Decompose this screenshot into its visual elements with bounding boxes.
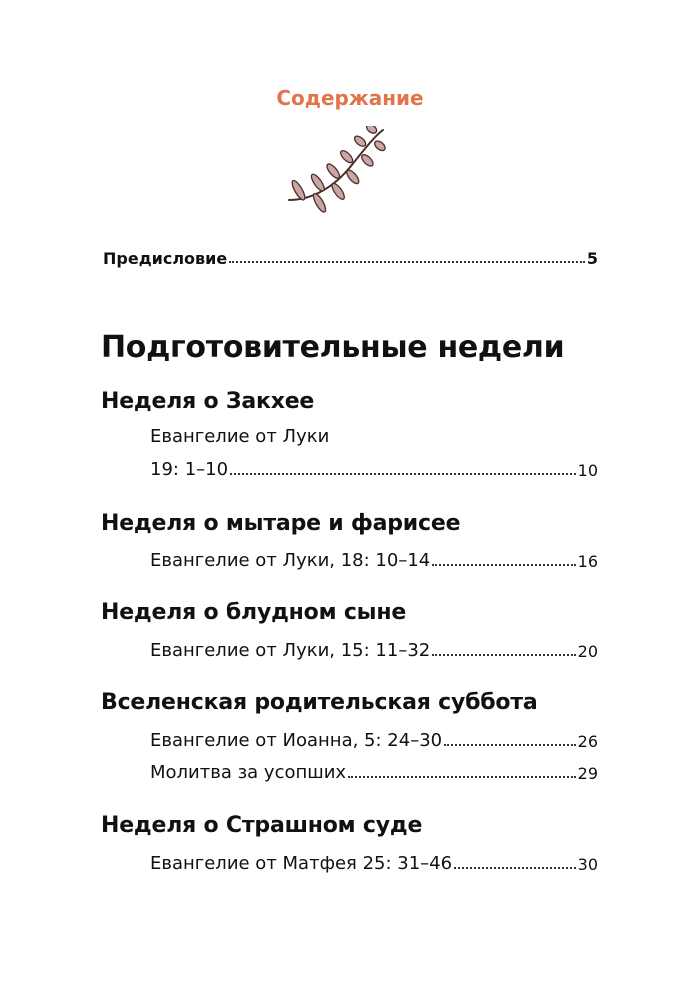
fern-leaflet	[330, 182, 347, 201]
toc-entry-page: 16	[577, 552, 598, 571]
toc-entry[interactable]	[150, 545, 598, 571]
toc-entry[interactable]	[150, 635, 598, 661]
fern-leaflet	[290, 179, 307, 202]
toc-entry-label: Евангелие от Матфея 25: 31–46	[150, 853, 453, 874]
dot-leader	[444, 744, 576, 746]
week-heading: Неделя о Страшном суде	[101, 813, 423, 838]
toc-entry-preface[interactable]	[103, 244, 598, 268]
fern-leaflet	[360, 153, 375, 168]
toc-entry-page: 10	[577, 461, 598, 480]
toc-entry[interactable]	[150, 454, 598, 480]
week-heading: Неделя о Закхее	[101, 389, 315, 414]
dot-leader	[432, 564, 575, 566]
dot-leader	[230, 473, 576, 475]
dot-leader	[454, 867, 576, 869]
toc-entry-page: 26	[577, 732, 598, 751]
dot-leader	[348, 776, 576, 778]
week-heading: Вселенская родительская суббота	[101, 690, 538, 715]
fern-leaflet	[325, 162, 342, 180]
fern-leaflet	[311, 192, 328, 214]
fern-leaflet	[339, 149, 355, 165]
dot-leader	[229, 261, 585, 263]
toc-entry-label: Предисловие	[103, 249, 228, 268]
toc-entry-label: Евангелие от Луки, 18: 10–14	[150, 550, 431, 571]
toc-entry-page: 30	[577, 855, 598, 874]
toc-entry-page: 20	[577, 642, 598, 661]
fern-leaflet	[309, 172, 326, 192]
fern-leaflet	[365, 126, 378, 135]
toc-entry-label: Евангелие от Луки, 15: 11–32	[150, 640, 431, 661]
fern-leaflet	[353, 134, 368, 148]
toc-entry-label: 19: 1–10	[150, 459, 229, 480]
toc-title: Содержание	[276, 86, 424, 110]
toc-entry[interactable]	[150, 757, 598, 783]
toc-entry[interactable]	[150, 848, 598, 874]
toc-entry-page: 29	[577, 764, 598, 783]
fern-leaf-icon	[283, 126, 393, 218]
fern-leaflet	[373, 139, 387, 152]
week-heading: Неделя о блудном сыне	[101, 600, 407, 625]
toc-entry-label: Молитва за усопших	[150, 762, 347, 783]
section-title: Подготовительные недели	[101, 330, 565, 365]
week-heading: Неделя о мытаре и фарисее	[101, 511, 461, 536]
dot-leader	[432, 654, 575, 656]
toc-entry-line: Евангелие от Луки	[150, 426, 330, 447]
fern-leaflet	[345, 168, 361, 185]
toc-entry-label: Евангелие от Иоанна, 5: 24–30	[150, 730, 443, 751]
toc-entry-page: 5	[586, 249, 598, 268]
toc-entry[interactable]	[150, 725, 598, 751]
